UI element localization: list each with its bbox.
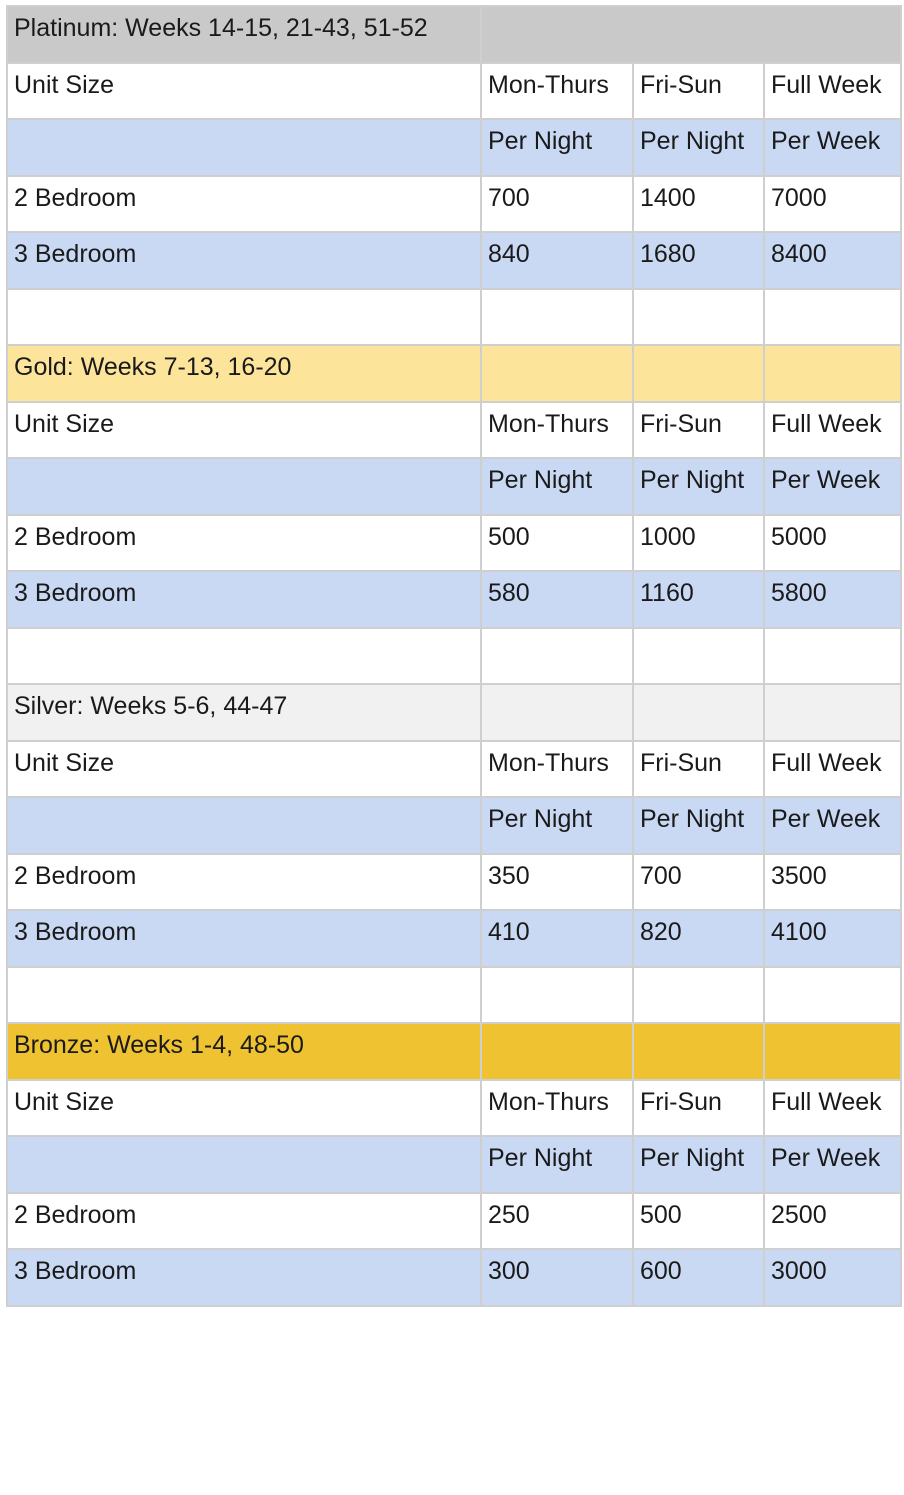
header-mon-thurs: Mon-Thurs: [481, 402, 633, 459]
spacer-cell: [633, 628, 764, 685]
price-cell: 3000: [764, 1249, 901, 1306]
price-cell: 5000: [764, 515, 901, 572]
header-full-week: Full Week: [764, 63, 901, 120]
table-row: [7, 571, 901, 628]
subheader-per-night: Per Night: [633, 119, 764, 176]
price-cell: 700: [633, 854, 764, 911]
spacer-cell: [7, 967, 481, 1024]
tier-title-fill: [633, 684, 764, 741]
subheader-per-night: Per Night: [633, 797, 764, 854]
subheader-empty: [7, 797, 481, 854]
table-row: [7, 1249, 901, 1306]
price-cell: 600: [633, 1249, 764, 1306]
subheader-empty: [7, 119, 481, 176]
tier-title-fill: [633, 1023, 764, 1080]
price-cell: 1000: [633, 515, 764, 572]
unit-size-cell: 2 Bedroom: [7, 176, 481, 233]
spacer-row: [7, 289, 901, 346]
tier-title-row-silver: [7, 684, 901, 741]
spacer-cell: [481, 628, 633, 685]
column-header-row: [7, 1080, 901, 1137]
unit-size-cell: 2 Bedroom: [7, 1193, 481, 1250]
header-mon-thurs: Mon-Thurs: [481, 63, 633, 120]
subheader-per-night: Per Night: [481, 458, 633, 515]
price-cell: 4100: [764, 910, 901, 967]
subheader-per-night: Per Night: [481, 119, 633, 176]
unit-size-cell: 3 Bedroom: [7, 910, 481, 967]
spacer-row: [7, 628, 901, 685]
tier-title-row-gold: [7, 345, 901, 402]
price-cell: 5800: [764, 571, 901, 628]
header-fri-sun: Fri-Sun: [633, 63, 764, 120]
column-header-row: [7, 741, 901, 798]
column-header-row: [7, 402, 901, 459]
table-row: [7, 1193, 901, 1250]
header-unit-size: Unit Size: [7, 1080, 481, 1137]
tier-title: Platinum: Weeks 14-15, 21-43, 51-52: [7, 6, 481, 63]
spacer-cell: [764, 628, 901, 685]
spacer-cell: [7, 289, 481, 346]
subheader-per-week: Per Week: [764, 119, 901, 176]
unit-size-cell: 3 Bedroom: [7, 1249, 481, 1306]
subheader-row: [7, 458, 901, 515]
subheader-per-week: Per Week: [764, 797, 901, 854]
price-cell: 410: [481, 910, 633, 967]
subheader-row: [7, 797, 901, 854]
price-cell: 500: [633, 1193, 764, 1250]
price-cell: 1680: [633, 232, 764, 289]
tier-title-fill: [633, 345, 764, 402]
header-mon-thurs: Mon-Thurs: [481, 741, 633, 798]
spacer-cell: [481, 289, 633, 346]
column-header-row: [7, 63, 901, 120]
subheader-empty: [7, 458, 481, 515]
spacer-cell: [633, 289, 764, 346]
tier-title: Silver: Weeks 5-6, 44-47: [7, 684, 481, 741]
price-cell: 2500: [764, 1193, 901, 1250]
table-row: [7, 176, 901, 233]
header-fri-sun: Fri-Sun: [633, 1080, 764, 1137]
subheader-row: [7, 1136, 901, 1193]
price-cell: 300: [481, 1249, 633, 1306]
price-cell: 840: [481, 232, 633, 289]
subheader-per-night: Per Night: [481, 1136, 633, 1193]
price-cell: 700: [481, 176, 633, 233]
price-cell: 1160: [633, 571, 764, 628]
spacer-row: [7, 967, 901, 1024]
price-cell: 8400: [764, 232, 901, 289]
price-cell: 820: [633, 910, 764, 967]
table-row: [7, 910, 901, 967]
spacer-cell: [481, 967, 633, 1024]
tier-title-fill: [481, 1023, 633, 1080]
rate-table: [6, 5, 902, 1307]
tier-title-fill: [764, 684, 901, 741]
price-cell: 3500: [764, 854, 901, 911]
tier-title-fill: [481, 684, 633, 741]
spacer-cell: [7, 628, 481, 685]
header-fri-sun: Fri-Sun: [633, 402, 764, 459]
spacer-cell: [633, 967, 764, 1024]
spacer-cell: [764, 967, 901, 1024]
subheader-empty: [7, 1136, 481, 1193]
tier-title-fill: [481, 345, 633, 402]
tier-title-fill: [764, 345, 901, 402]
subheader-per-night: Per Night: [633, 458, 764, 515]
tier-title: Gold: Weeks 7-13, 16-20: [7, 345, 481, 402]
subheader-per-week: Per Week: [764, 458, 901, 515]
header-full-week: Full Week: [764, 741, 901, 798]
price-cell: 580: [481, 571, 633, 628]
price-cell: 500: [481, 515, 633, 572]
price-cell: 250: [481, 1193, 633, 1250]
tier-title-fill: [764, 1023, 901, 1080]
table-row: [7, 515, 901, 572]
unit-size-cell: 2 Bedroom: [7, 854, 481, 911]
tier-title-fill: [481, 6, 901, 63]
tier-title-row-bronze: [7, 1023, 901, 1080]
price-cell: 7000: [764, 176, 901, 233]
subheader-per-night: Per Night: [481, 797, 633, 854]
price-cell: 1400: [633, 176, 764, 233]
tier-title: Bronze: Weeks 1-4, 48-50: [7, 1023, 481, 1080]
header-unit-size: Unit Size: [7, 741, 481, 798]
subheader-row: [7, 119, 901, 176]
header-unit-size: Unit Size: [7, 402, 481, 459]
header-unit-size: Unit Size: [7, 63, 481, 120]
table-row: [7, 232, 901, 289]
subheader-per-week: Per Week: [764, 1136, 901, 1193]
subheader-per-night: Per Night: [633, 1136, 764, 1193]
unit-size-cell: 3 Bedroom: [7, 232, 481, 289]
header-mon-thurs: Mon-Thurs: [481, 1080, 633, 1137]
header-full-week: Full Week: [764, 1080, 901, 1137]
header-full-week: Full Week: [764, 402, 901, 459]
table-row: [7, 854, 901, 911]
unit-size-cell: 3 Bedroom: [7, 571, 481, 628]
header-fri-sun: Fri-Sun: [633, 741, 764, 798]
price-cell: 350: [481, 854, 633, 911]
tier-title-row-platinum: [7, 6, 901, 63]
unit-size-cell: 2 Bedroom: [7, 515, 481, 572]
spacer-cell: [764, 289, 901, 346]
